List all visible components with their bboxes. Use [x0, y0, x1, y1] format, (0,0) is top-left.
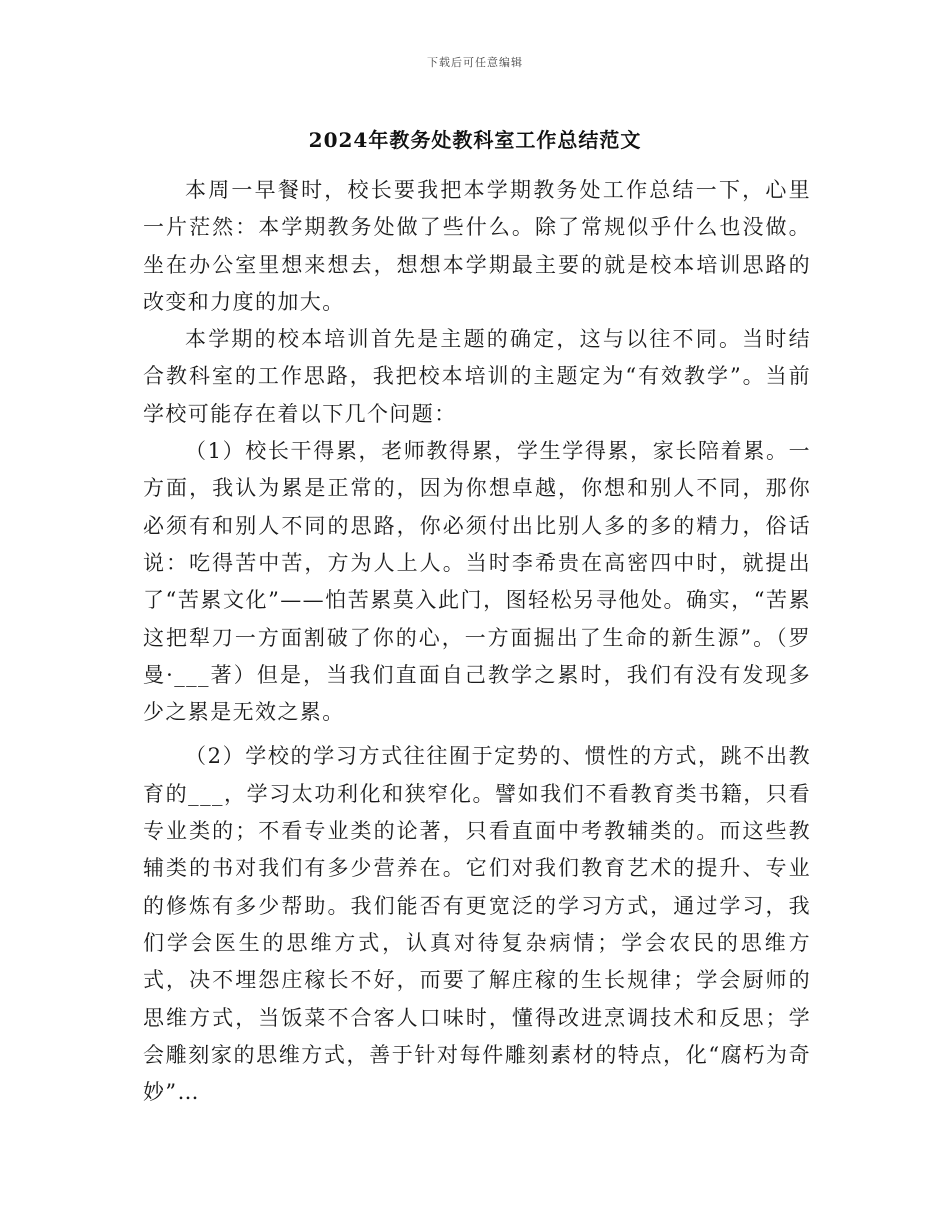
- paragraph-intro: 本周一早餐时，校长要我把本学期教务处工作总结一下，心里一片茫然：本学期教务处做了些什么。除了常规似乎什么也没做。坐在办公室里想来想去，想想本学期最主要的就是校本培训思路的改变和力度的加大。: [143, 178, 811, 314]
- paragraph-problem-1: （1）校长干得累，老师教得累，学生学得累，家长陪着累。一方面，我认为累是正常的，因为你想卓越，你想和别人不同，那你必须有和别人不同的思路，你必须付出比别人多的多的精力，俗话说：吃得苦中苦，方为人上人。当时李希贵在高密四中时，就提出了“苦累文化”——怕苦累莫入此门，图轻松另寻他处。确实，“苦累这把犁刀一方面割破了你的心，一方面掘出了生命的新生源”。（罗曼·___著）但是，当我们直面自己教学之累时，我们有没有发现多少之累是无效之累。: [143, 439, 811, 725]
- document-title: 2024年教务处教科室工作总结范文: [308, 128, 642, 152]
- document-body: [143, 172, 811, 1111]
- paragraph-theme: 本学期的校本培训首先是主题的确定，这与以往不同。当时结合教科室的工作思路，我把校本培训的主题定为“有效教学”。当前学校可能存在着以下几个问题：: [143, 327, 811, 426]
- header-note: 下载后可任意编辑: [427, 56, 523, 69]
- paragraph-problem-2: （2）学校的学习方式往往囿于定势的、惯性的方式，跳不出教育的___，学习太功利化和狭窄化。譬如我们不看教育类书籍，只看专业类的；不看专业类的论著，只看直面中考教辅类的。而这些教辅类的书对我们有多少营养在。它们对我们教育艺术的提升、专业的修炼有多少帮助。我们能否有更宽泛的学习方式，通过学习，我们学会医生的思维方式，认真对待复杂病情；学会农民的思维方式，决不埋怨庄稼长不好，而要了解庄稼的生长规律；学会厨师的思维方式，当饭菜不合客人口味时，懂得改进烹调技术和反思；学会雕刻家的思维方式，善于针对每件雕刻素材的特点，化“腐朽为奇妙”…: [143, 744, 811, 1105]
